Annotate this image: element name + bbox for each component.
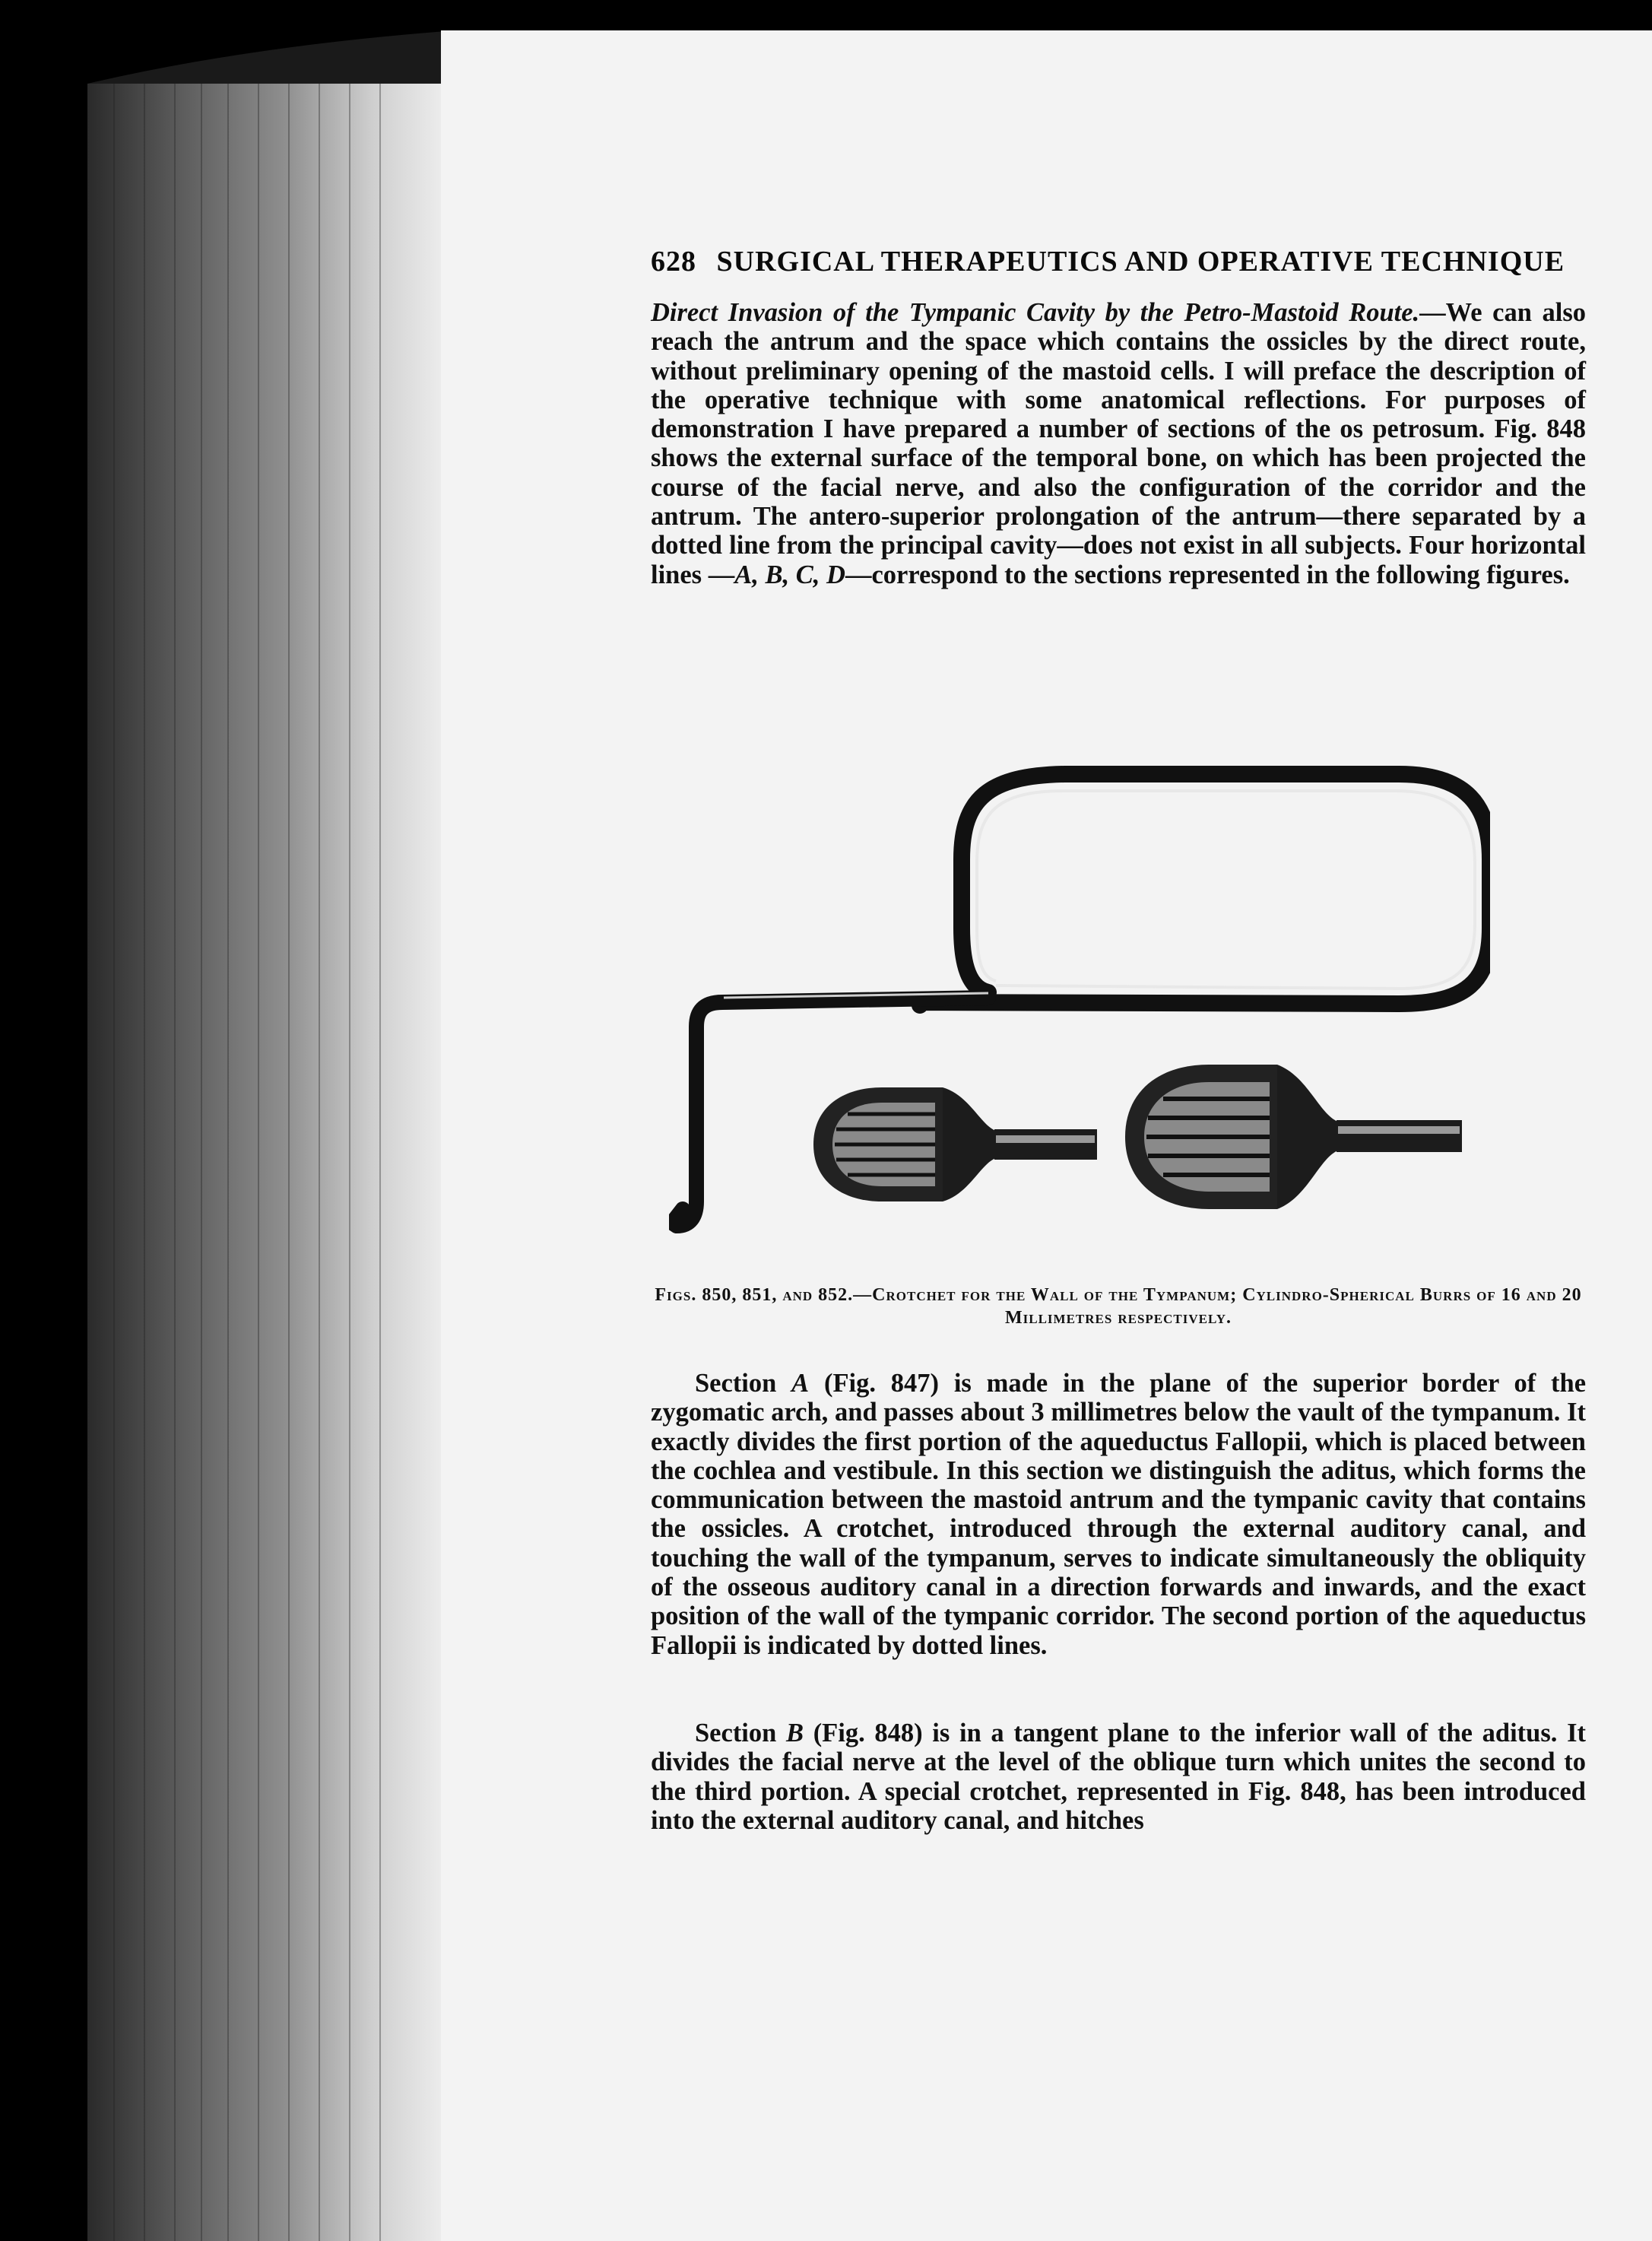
- paragraph-3: [651, 1719, 1586, 1835]
- burr-16mm: [813, 1087, 1097, 1201]
- paragraph-3-text: (Fig. 848) is in a tangent plane to the inferior wall of the aditus. It divides the facial nerve at the level of the oblique turn which unites the second to the third portion. A special crotchet, represented in Fig. 848, has been introduced into the external auditory canal, and hitches: [651, 1719, 1586, 1835]
- section-letter-b: B: [786, 1719, 804, 1747]
- paragraph-1: [651, 298, 1586, 589]
- paragraph-3-prefix: Section: [695, 1719, 786, 1747]
- paragraph-2: [651, 1369, 1586, 1660]
- burr-20mm: [1125, 1065, 1462, 1209]
- section-heading: Direct Invasion of the Tympanic Cavity by the Petro-Mastoid Route.: [651, 298, 1420, 327]
- paragraph-2-text: (Fig. 847) is made in the plane of the superior border of the zygomatic arch, and passes about 3 millimetres below the vault of the tympanum. It exactly divides the first portion of the aqueductus Fallopii, which is placed between the cochlea and vestibule. In this section we distinguish the aditus, which forms the communication between the mastoid antrum and the tympanic cavity that contains the ossicles. A crotchet, introduced through the external auditory canal, and touching the wall of the tympanum, serves to indicate simultaneously the obliquity of the osseous auditory canal in a direction forwards and inwards, and the exact position of the wall of the tympanic corridor. The second portion of the aqueductus Fallopii is indicated by dotted lines.: [651, 1369, 1587, 1660]
- figure-caption: Figs. 850, 851, and 852.—Crotchet for the Wall of the Tympanum; Cylindro-Spherical Burrs of 16 and 20 Millimetres respectively.: [655, 1285, 1582, 1328]
- figure-instruments: [669, 760, 1490, 1247]
- paragraph-1-text-end: —correspond to the sections represented in the following figures.: [845, 560, 1570, 589]
- page-header: [651, 245, 1565, 278]
- running-title: SURGICAL THERAPEUTICS AND OPERATIVE TECHNIQUE: [716, 246, 1565, 278]
- paragraph-1-text: —We can also reach the antrum and the space which contains the ossicles by the direct route, without preliminary opening of the mastoid cells. I will preface the description of the operative technique with some anatomical reflections. For purposes of demonstration I have prepared a number of sections of the os petrosum. Fig. 848 shows the external surface of the temporal bone, on which has been projected the course of the facial nerve, and also the configuration of the corridor and the antrum. The antero-superior prolongation of the antrum—there separated by a dotted line from the principal cavity—does not exist in all subjects. Four horizontal lines —: [651, 298, 1587, 589]
- paragraph-2-prefix: Section: [695, 1369, 792, 1398]
- section-letters: A, B, C, D: [734, 560, 845, 589]
- page-edges: [87, 84, 445, 2241]
- page-number: 628: [651, 246, 696, 278]
- section-letter-a: A: [791, 1369, 810, 1398]
